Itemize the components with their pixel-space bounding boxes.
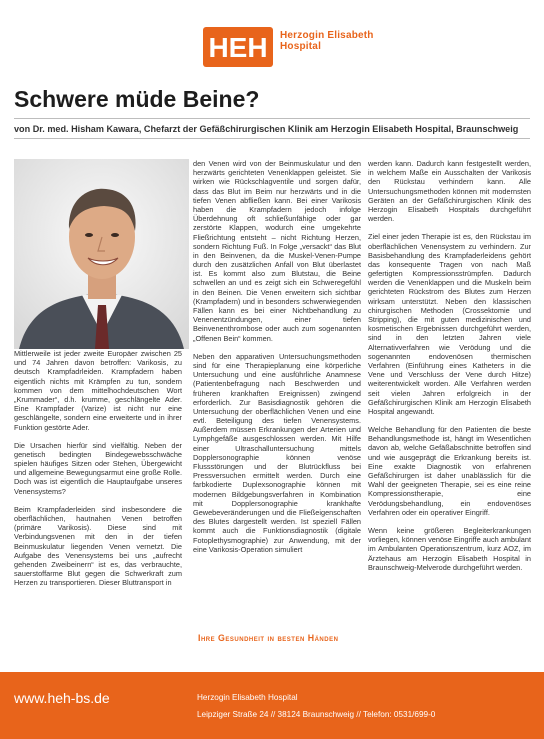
slogan: Ihre Gesundheit in besten Händen [198, 633, 339, 643]
heh-logo-mark [203, 27, 273, 67]
article-column-2 [193, 159, 361, 554]
article-byline: von Dr. med. Hisham Kawara, Chefarzt der Gefäßchirurgischen Klinik am Herzogin Elisabeth Hospital, Braunschweig [14, 124, 519, 134]
paragraph: Die Ursachen hierfür sind vielfältig. Neben der genetisch bedingten Bindegewebsschwäche spielen häufiges Sitzen oder Stehen, Übergewicht und allgemeine Bewegungsarmut eine große Rolle. Doch was ist eigentlich die Hauptaufgabe unseres Venensystems? [14, 440, 182, 496]
paragraph: Mittlerweile ist jeder zweite Europäer zwischen 25 und 74 Jahren davon betroffen: Varikosis, zu deutsch Krampfadrleiden. Krampfadern haben eigentlich nichts mit Krämpfen zu tun, sondern kommen von dem mittelhochdeutschen Wort „Krummader“, d.h. krumme, geschlängelte Ader. Eine Krampfader (Varize) ist nicht nur eine geschlängelte, sondern eine erweiterte und in ihrer Funktion gestörte Ader. [14, 349, 182, 432]
footer-website-link[interactable]: www.heh-bs.de [14, 690, 110, 706]
paragraph: werden kann. Dadurch kann festgestellt werden, in welchem Maße ein Ausschalten der Varikosis den Rückstau verhindern kann. Alle Untersuchungsmethoden können mit modernsten Geräten an der Gefäßchirurgischen Klinik des Herzogin Elisabeth Hospitals durchgeführt werden. [368, 159, 531, 224]
paragraph: Ziel einer jeden Therapie ist es, den Rückstau im oberflächlichen Venensystem zu verhindern. Zur Basisbehandlung des Krampfaderleidens gehört das konsequente Tragen von nach Maß gefertigten Kompressionsstrümpfen. Dadurch werden die Venenklappen und die Muskeln beim gerichteten Rückstrom des Blutes zum Herzen wirksam unterstützt. Neben den klassischen chirurgischen Methoden (Crossektomie und Stripping), die mit guten medizinischen und kosmetischen Ergebnissen durchgeführt werden, sind in den letzten Jahren viele Alternativverfahren wie Verödung und die sogenannten endovenösen thermischen Verfahren (Einführung eines Katheters in die Vene und Verschluss der Vene durch Hitze) weiterentwickelt worden. Alle Verfahren werden seit vielen Jahren erfolgreich in der Gefäßchirurgischen Klinik am Herzogin Elisabeth Hospital angewandt. [368, 232, 531, 416]
paragraph: Beim Krampfaderleiden sind insbesondere die oberflächlichen, hautnahen Venen betroffen (primäre Varikosis). Diese sind mit Verbindungsvenen mit den in der tiefen Beinmuskulatur liegenden Venen vernetzt. Die Aufgabe des Venensystems bei uns „aufrecht gehenden Zweibeinern“ ist es, das verbrauchte, sauerstoffarme Blut gegen die Schwerkraft zum Herzen zu transportieren. Dieser Bluttransport in [14, 504, 182, 588]
paragraph: den Venen wird von der Beinmuskulatur und den herzwärts gerichteten Venenklappen geleistet. Sie wirken wie Rückschlagventile und sorgen dafür, dass das Blut im Beim nur herzwärts und in die tiefen Venen abfließen kann. Bei einer Varikosis haben die Krampfadern jedoch infolge Überdehnung oft schließunfähige oder gar zerstörte Klappen, wodurch eine umgekehrte Fließrichtung entsteht – nicht Richtung Herzen, sondern Richtung Fuß. In Folge „versackt“ das Blut in den Beinvenen, da die Muskel-Venen-Pumpe durch den zusätzlichen Anfall von Blut überlastet ist. Es kommt also zum Blutstau, die Beine schwellen an und es zeigt sich ein Schweregefühl in den Beinen. Die Venen erweitern sich sichtbar (Krampfadern) und in besonders schwerwiegenden Fällen kann es bei einer Nichtbehandlung zu Venenentzündungen, einer tiefen Beinvenenthrombose oder auch zum sogenannten „Offenen Bein“ kommen. [193, 159, 361, 343]
paragraph: Wenn keine größeren Begleiterkrankungen vorliegen, können venöse Eingriffe auch ambulant im Ambulanten Operationszentrum, kurz AOZ, im Ärztehaus am Herzogin Elisabeth Hospital in Braunschweig-Melverode durchgeführt werden. [368, 525, 531, 572]
author-portrait-photo [14, 159, 189, 349]
logo-line-2: Hospital [280, 41, 322, 52]
title-divider [14, 118, 530, 119]
footer-hospital-name: Herzogin Elisabeth Hospital [197, 693, 298, 702]
article-column-1 [14, 349, 182, 588]
logo-mark-text: HEH [208, 32, 268, 63]
byline-divider [14, 138, 530, 139]
footer-address: Leipziger Straße 24 // 38124 Braunschweig // Telefon: 0531/699-0 [197, 710, 436, 719]
article-title: Schwere müde Beine? [14, 86, 260, 112]
paragraph: Neben den apparativen Untersuchungsmethoden sind für eine Therapieplanung eine körperliche Untersuchung und eine ausführliche Anamnese (Patientenbefragung nach Beschwerden und früheren krankhaften Ereignissen) zwingend erforderlich. Zur Basisdiagnostik gehören die Untersuchung der oberflächlichen Venen und eine evtl. Beteiligung des tiefen Venensystems. Außerdem müssen Erkrankungen der Arterien und Lymphgefäße ausgeschlossen werden. Mit Hilfe einer Ultraschalluntersuchung mittels Dopplersonographie können venöse Flussstörungen und der Blutrückfluss bei Pressversuchen ermittelt werden. Durch eine farbkodierte Duplexsonographie können mit modernen Bildgebungsverfahren in Kombination mit Dopplersonographie krankhafte Gewebeveränderungen und die Fließeigenschaften des Blutes dargestellt werden. Ist speziell Fällen kommt auch die Funktionsdiagnostik (digitale Fotoplethysmographie) zur Anwendung, mit der eine Varikosis-Operation simuliert [193, 351, 361, 554]
paragraph: Welche Behandlung für den Patienten die beste Behandlungsmethode ist, hängt im Wesentlichen davon ab, welche Gefäßabschnitte betroffen sind und wie ausgeprägt die Erkrankung bereits ist. Eine exakte Diagnostik von erfahrenen Gefäßchirurgen ist daher unablässlich für die Wahl der geeigneten Therapie, sei es eine reine Kompressionstherapie, eine Verödungsbehandlung, ein endovenöses Verfahren oder ein operativer Eingriff. [368, 425, 531, 517]
logo-line-1: Herzogin Elisabeth [280, 30, 374, 41]
logo-text [280, 30, 374, 52]
article-column-3 [368, 159, 531, 572]
